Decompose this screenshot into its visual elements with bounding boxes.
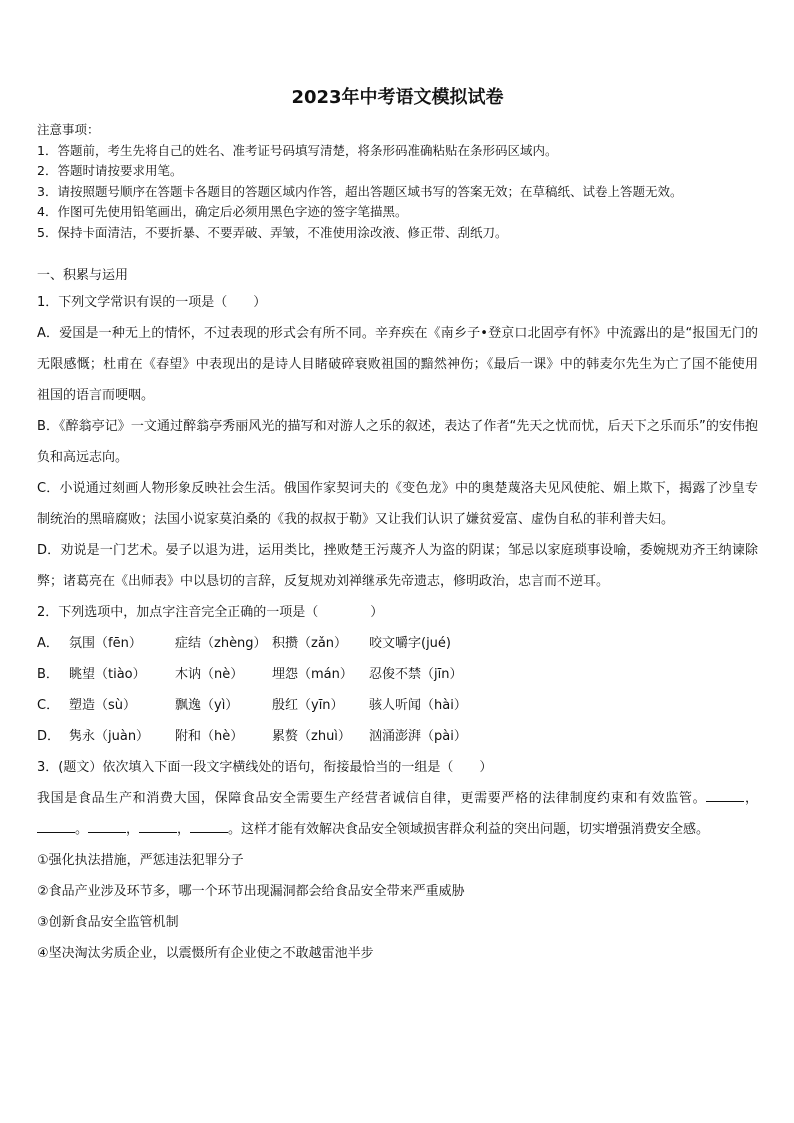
blank-line — [190, 820, 228, 833]
question-3-item: ①强化执法措施，严惩违法犯罪分子 — [37, 853, 244, 868]
blank-line — [88, 820, 126, 833]
question-3-item: ③创新食品安全监管机制 — [37, 915, 179, 930]
option-word: 氛围（fēn） — [69, 636, 142, 651]
option-word: 咬文嚼字(jué) — [369, 636, 451, 651]
notice-item: 3．请按照题号顺序在答题卡各题目的答题区域内作答，超出答题区域书写的答案无效；在草稿纸、试卷上答题无效。 — [37, 183, 683, 199]
option-word: 殷红（yīn） — [272, 698, 344, 713]
option-label: D． — [37, 729, 61, 744]
option-word: 症结（zhèng） — [175, 636, 267, 651]
passage-punct: ， — [177, 822, 191, 837]
question-1-stem: 1．下列文学常识有误的一项是（ ） — [37, 295, 267, 310]
question-1-option-a: A．爱国是一种无上的情怀，不过表现的形式会有所不同。辛弃疾在《南乡子•登京口北固亭有怀》中流露出的是“报国无门的无限感慨；杜甫在《春望》中表现出的是诗人目睹破碎衰败祖国的黯然神伤；《最后一课》中的韩麦尔先生为亡了国不能使用祖国的语言而哽咽。 — [37, 326, 758, 403]
option-label: A． — [37, 636, 59, 651]
option-word: 木讷（nè） — [175, 667, 244, 682]
option-word: 骇人听闻（hài） — [369, 698, 467, 713]
passage-text: 。这样才能有效解决食品安全领域损害群众利益的突出问题，切实增强消费安全感。 — [228, 822, 710, 837]
option-word: 积攒（zǎn） — [272, 636, 348, 651]
passage-punct: 。 — [75, 822, 89, 837]
question-2-stem: 2．下列选项中，加点字注音完全正确的一项是（ ） — [37, 605, 384, 620]
option-word: 埋怨（mán） — [272, 667, 353, 682]
option-word: 忍俊不禁（jīn） — [369, 667, 463, 682]
question-3-item: ④坚决淘汰劣质企业，以震慑所有企业使之不敢越雷池半步 — [37, 946, 374, 961]
blank-line — [139, 820, 177, 833]
passage-text: 我国是食品生产和消费大国，保障食品安全需要生产经营者诚信自律，更需要严格的法律制度约束和有效监管。 — [37, 791, 707, 806]
notice-item: 1．答题前，考生先将自己的姓名、准考证号码填写清楚，将条形码准确粘贴在条形码区域内。 — [37, 142, 558, 158]
option-label: B． — [37, 667, 59, 682]
question-1-option-d: D．劝说是一门艺术。晏子以退为进，运用类比，挫败楚王污蔑齐人为盗的阴谋；邹忌以家庭琐事设喻，委婉规劝齐王纳谏除弊；诸葛亮在《出师表》中以恳切的言辞，反复规劝刘禅继承先帝遗志，修明政治，忠言而不逆耳。 — [37, 543, 758, 589]
blank-line — [37, 820, 75, 833]
question-3-passage — [37, 783, 758, 845]
option-word: 累赘（zhuì） — [272, 729, 351, 744]
question-2-option-a — [37, 628, 758, 659]
option-word: 附和（hè） — [175, 729, 244, 744]
question-2-option-c — [37, 690, 758, 721]
option-word: 塑造（sù） — [69, 698, 137, 713]
notice-item: 2．答题时请按要求用笔。 — [37, 163, 183, 178]
blank-line — [706, 789, 744, 802]
section-heading: 一、积累与运用 — [37, 268, 129, 283]
option-word: 汹涌澎湃（pài） — [369, 729, 467, 744]
option-word: 眺望（tiào） — [69, 667, 146, 682]
spacer — [37, 243, 758, 265]
option-word: 飘逸（yì） — [175, 698, 239, 713]
question-2-option-b — [37, 659, 758, 690]
passage-punct: ， — [126, 822, 140, 837]
notice-item: 4．作图可先使用铅笔画出，确定后必须用黑色字迹的签字笔描黑。 — [37, 204, 408, 219]
notice-heading: 注意事项： — [37, 122, 100, 137]
option-word: 隽永（juàn） — [69, 729, 150, 744]
question-1-option-b: B．《醉翁亭记》一文通过醉翁亭秀丽风光的描写和对游人之乐的叙述，表达了作者“先天之忧而忧，后天下之乐而乐”的安伟抱负和高远志向。 — [37, 419, 758, 465]
notice-item: 5．保持卡面清洁，不要折暴、不要弄破、弄皱，不准使用涂改液、修正带、刮纸刀。 — [37, 224, 508, 240]
exam-title: 2023年中考语文模拟试卷 — [291, 87, 504, 108]
passage-punct: ， — [744, 791, 758, 806]
question-2-option-d — [37, 721, 758, 752]
question-3-stem: 3．(题文）依次填入下面一段文字横线处的语句，衔接最恰当的一组是（ ） — [37, 760, 493, 775]
question-1-option-c: C．小说通过刻画人物形象反映社会生活。俄国作家契诃夫的《变色龙》中的奥楚蔑洛夫见风使舵、媚上欺下，揭露了沙皇专制统治的黑暗腐败；法国小说家莫泊桑的《我的叔叔于勒》又让我们认识了嫌贫爱富、虚伪自私的菲利普夫妇。 — [37, 481, 758, 527]
option-label: C． — [37, 698, 60, 713]
question-3-item: ②食品产业涉及环节多，哪一个环节出现漏洞都会给食品安全带来严重威胁 — [37, 884, 465, 899]
